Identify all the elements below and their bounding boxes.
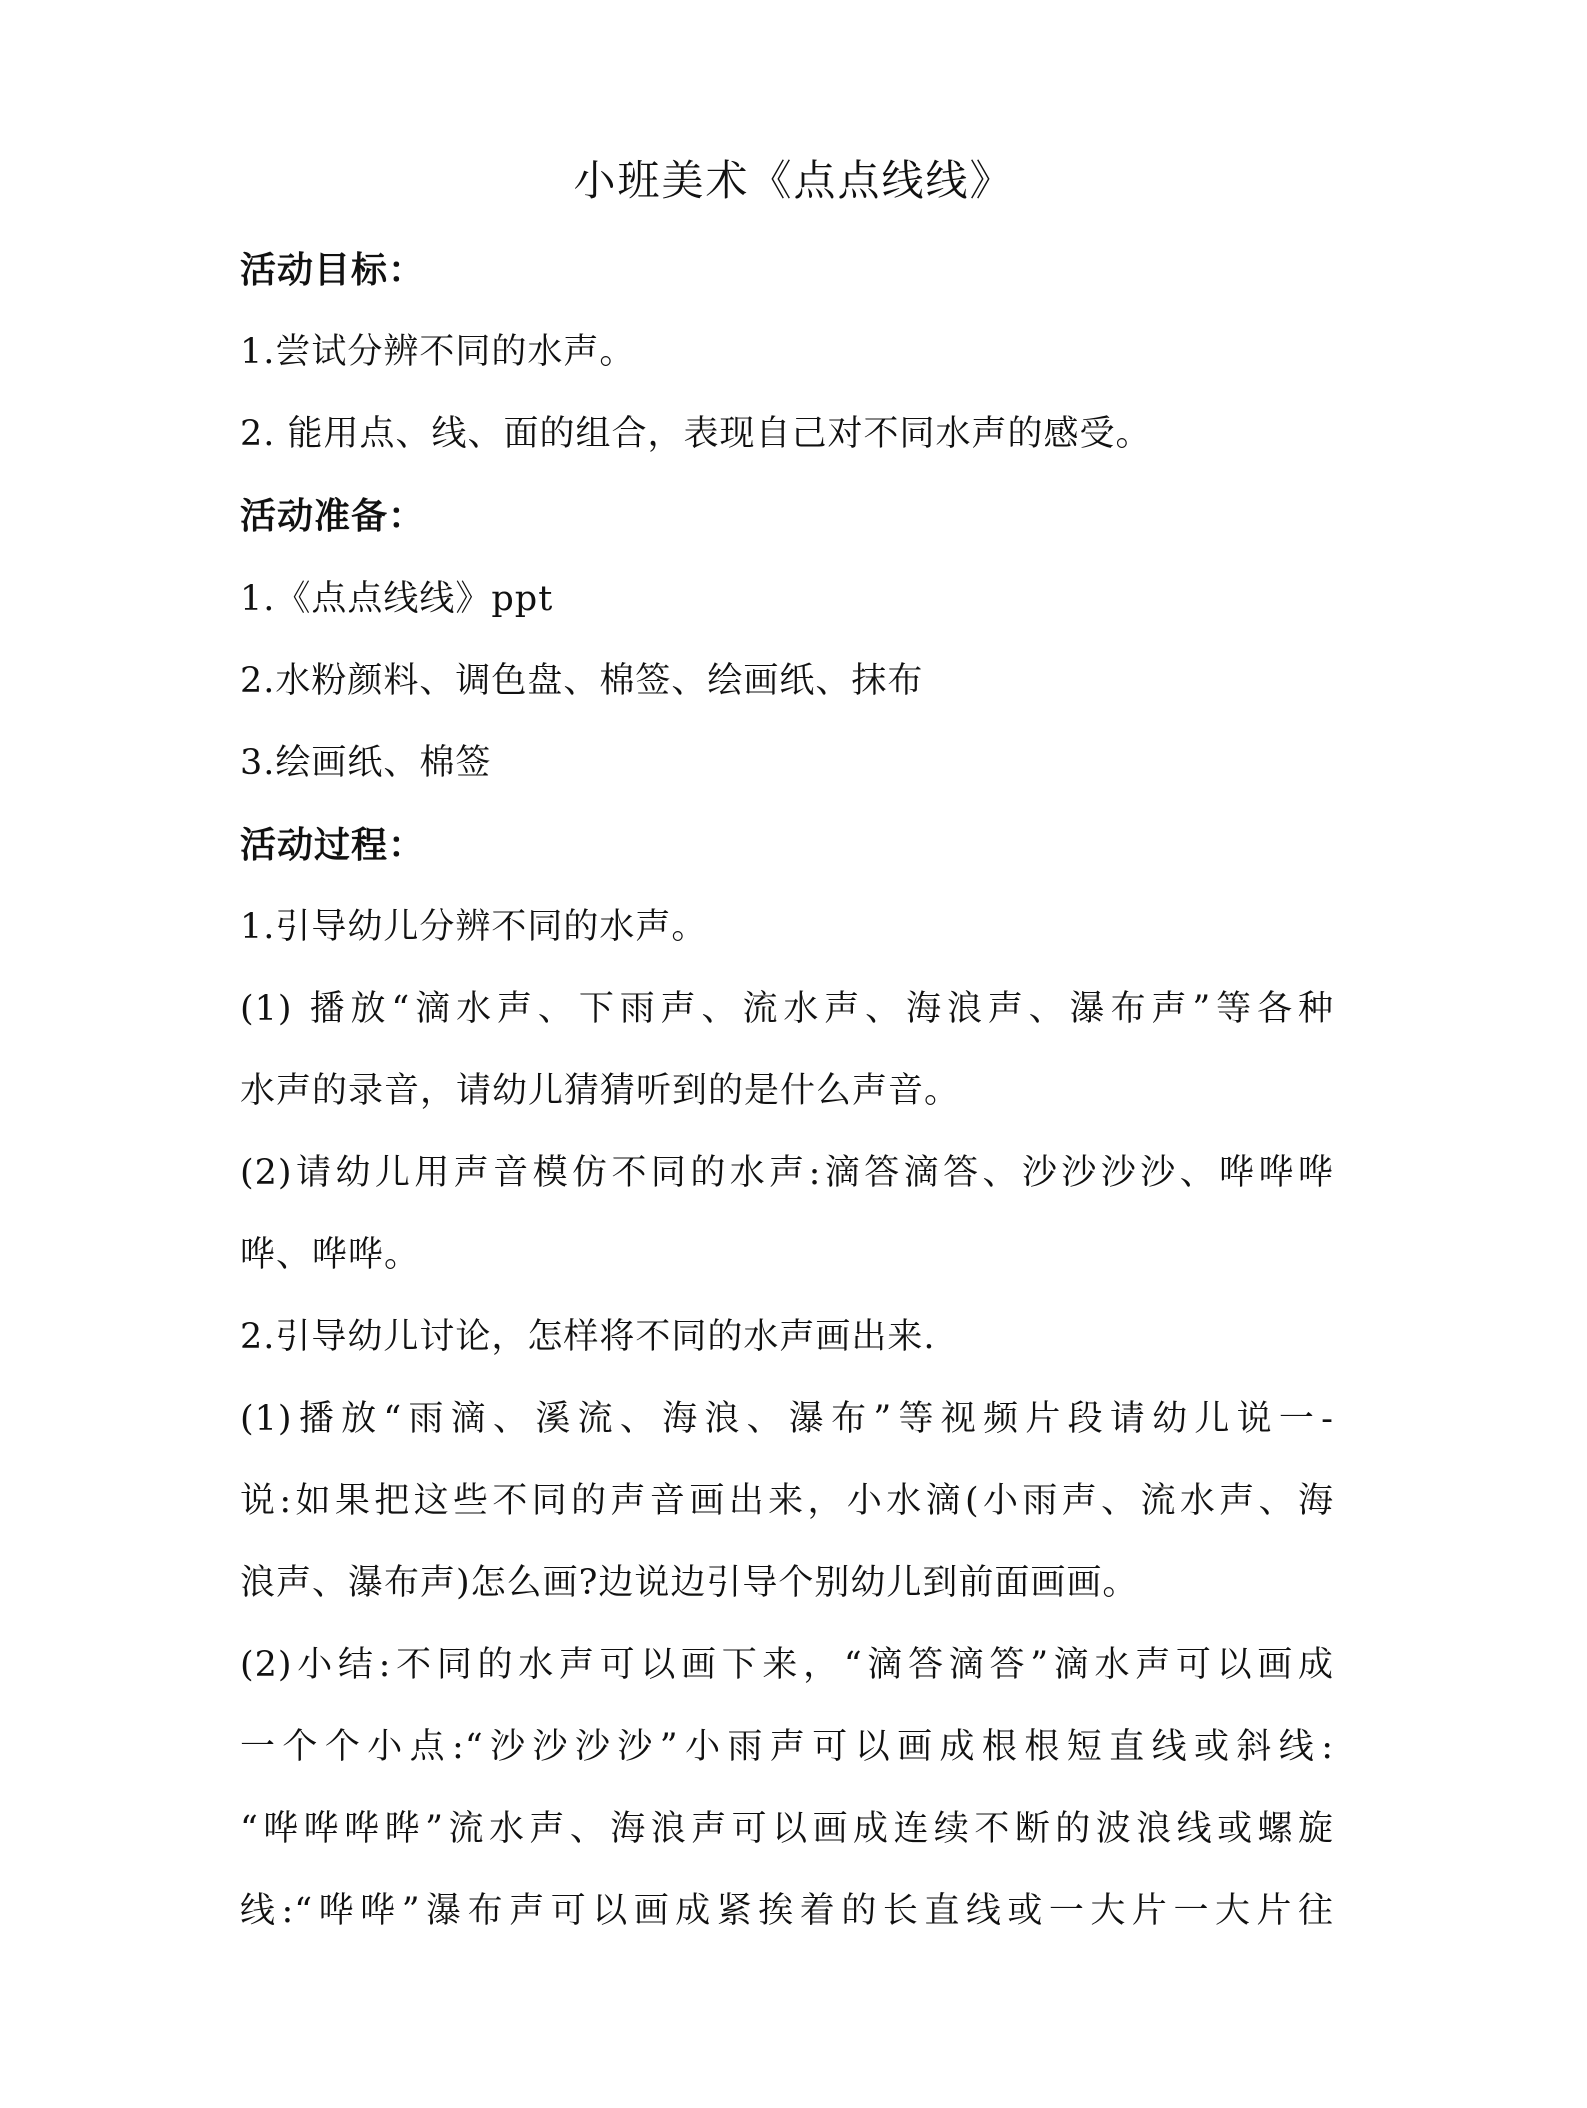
goal-item: 1.尝试分辨不同的水声。: [240, 332, 636, 372]
process-line: “哗哗哗晔”流水声、海浪声可以画成连续不断的波浪线或螺旋: [240, 1809, 1334, 1849]
process-line: (1)播放“雨滴、溪流、海浪、瀑布”等视频片段请幼儿说一-: [240, 1399, 1334, 1439]
process-line: (1) 播放“滴水声、下雨声、流水声、海浪声、瀑布声”等各种: [240, 989, 1334, 1029]
process-line: 一个个小点:“沙沙沙沙”小雨声可以画成根根短直线或斜线:: [240, 1727, 1334, 1767]
preparation-item: 3.绘画纸、棉签: [240, 743, 492, 783]
process-line: (2)小结:不同的水声可以画下来，“滴答滴答”滴水声可以画成: [240, 1645, 1334, 1685]
process-line: (2)请幼儿用声音模仿不同的水声:滴答滴答、沙沙沙沙、哗哗哗: [240, 1153, 1334, 1193]
section-heading-goals: 活动目标：: [240, 249, 426, 291]
process-line: 2.引导幼儿讨论，怎样将不同的水声画出来.: [240, 1317, 936, 1357]
preparation-item: 1.《点点线线》ppt: [240, 579, 554, 619]
document-title: 小班美术《点点线线》: [573, 156, 1014, 205]
process-line: 1.引导幼儿分辨不同的水声。: [240, 907, 708, 947]
process-line: 水声的录音，请幼儿猜猜听到的是什么声音。: [240, 1071, 961, 1111]
process-line: 浪声、瀑布声)怎么画?边说边引导个别幼儿到前面画画。: [240, 1563, 1139, 1603]
goal-item: 2. 能用点、线、面的组合，表现自己对不同水声的感受。: [240, 414, 1152, 454]
preparation-item: 2.水粉颜料、调色盘、棉签、绘画纸、抹布: [240, 661, 924, 701]
process-line: 哗、哗哗。: [240, 1235, 421, 1275]
section-heading-process: 活动过程：: [240, 824, 426, 866]
process-line: 说:如果把这些不同的声音画出来，小水滴(小雨声、流水声、海: [240, 1481, 1334, 1521]
section-heading-preparation: 活动准备：: [240, 495, 426, 537]
process-line: 线:“哗哗”瀑布声可以画成紧挨着的长直线或一大片一大片往: [240, 1891, 1334, 1931]
